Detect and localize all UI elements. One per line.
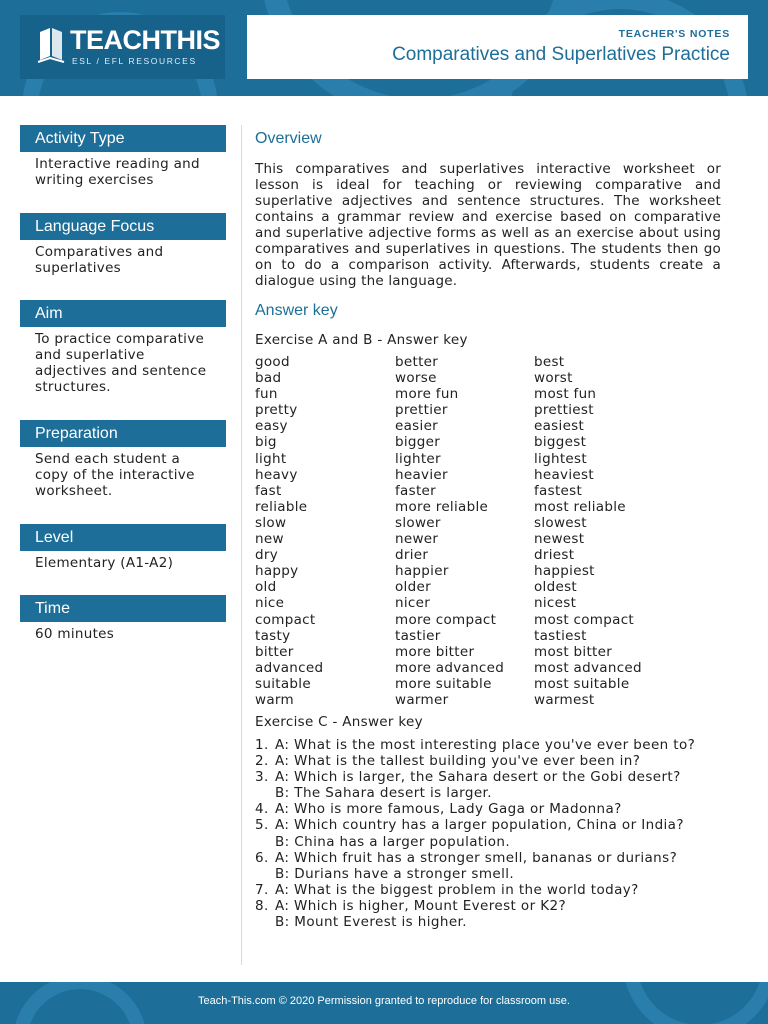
comparative-cell: worse [395, 370, 437, 387]
section-body: To practice comparative and superlative adjectives and sentence structures. [35, 331, 207, 395]
book-icon [36, 26, 66, 66]
superlative-cell: driest [534, 547, 575, 564]
aim-section [20, 300, 226, 395]
adjective-cell: good [255, 354, 290, 370]
section-heading: Language Focus [20, 213, 226, 240]
comparative-cell: drier [395, 547, 429, 564]
section-heading: Aim [20, 300, 226, 327]
comparative-cell: more fun [395, 386, 459, 403]
comparative-cell: better [395, 354, 439, 370]
adjective-cell: advanced [255, 659, 324, 676]
superlative-cell: newest [534, 531, 585, 548]
superlative-cell: most compact [534, 611, 635, 628]
comparative-cell: older [395, 579, 431, 596]
superlative-cell: most suitable [534, 675, 630, 692]
table-row [255, 612, 714, 628]
list-item [255, 801, 695, 817]
comparative-cell: easier [395, 418, 439, 435]
comparative-cell: newer [395, 531, 439, 548]
exercise-c-title: Exercise C - Answer key [255, 714, 423, 730]
superlative-cell: most advanced [534, 659, 642, 676]
question-a: A: Which is larger, the Sahara desert or the Gobi desert? [275, 769, 681, 786]
list-item [255, 850, 695, 866]
adjective-cell: fun [255, 386, 278, 403]
answer-key-title: Answer key [255, 302, 338, 319]
answer-b: B: China has a larger population. [275, 833, 511, 850]
section-heading: Activity Type [20, 125, 226, 152]
superlative-cell: fastest [534, 482, 583, 499]
adjective-cell: bitter [255, 643, 294, 660]
table-row [255, 531, 714, 547]
superlative-cell: biggest [534, 434, 587, 451]
adjective-cell: warm [255, 691, 294, 708]
logo-subtitle: ESL / EFL RESOURCES [72, 56, 197, 66]
question-number: 4. [255, 801, 269, 818]
adjective-cell: happy [255, 563, 299, 580]
superlative-cell: nicest [534, 595, 577, 612]
question-a: A: What is the biggest problem in the world today? [275, 881, 639, 898]
adjective-cell: light [255, 450, 287, 467]
adjective-cell: compact [255, 611, 316, 628]
question-number: 1. [255, 737, 269, 753]
adjective-cell: heavy [255, 466, 298, 483]
question-list [255, 737, 695, 930]
table-row [255, 499, 714, 515]
comparative-cell: slower [395, 514, 441, 531]
preparation-section [20, 420, 226, 499]
table-row [255, 644, 714, 660]
superlative-cell: happiest [534, 563, 595, 580]
section-body: 60 minutes [35, 626, 115, 642]
question-number: 7. [255, 881, 269, 898]
superlative-cell: easiest [534, 418, 585, 435]
table-row [255, 451, 714, 467]
logo-text: TEACHTHIS [70, 25, 220, 55]
table-row [255, 467, 714, 483]
time-section [20, 595, 226, 642]
table-row [255, 692, 714, 708]
column-divider [241, 125, 242, 965]
superlative-cell: warmest [534, 691, 595, 708]
adjective-cell: suitable [255, 675, 311, 692]
comparative-cell: prettier [395, 402, 448, 419]
list-item [255, 753, 695, 769]
comparative-cell: happier [395, 563, 449, 580]
activity-type-section [20, 125, 226, 188]
superlative-cell: most fun [534, 386, 597, 403]
table-row [255, 595, 714, 611]
section-heading: Level [20, 524, 226, 551]
comparative-cell: more suitable [395, 675, 492, 692]
table-row [255, 370, 714, 386]
adjective-cell: reliable [255, 498, 308, 515]
superlative-cell: lightest [534, 450, 587, 467]
question-a: A: Which is higher, Mount Everest or K2? [275, 897, 567, 914]
page-footer [0, 982, 768, 1024]
comparative-cell: more reliable [395, 498, 489, 515]
adjective-cell: nice [255, 595, 285, 612]
footer-text: Teach-This.com © 2020 Permission granted to reproduce for classroom use. [198, 995, 570, 1007]
table-row [255, 402, 714, 418]
comparative-cell: nicer [395, 595, 431, 612]
adjective-cell: bad [255, 370, 282, 387]
overview-text: This comparatives and superlatives interactive worksheet or lesson is ideal for teaching or reviewing comparative and superlative adjectives and sentence structures. The worksheet contains a grammar review and exercise based on comparative and superlative adjective forms as well as an exercise about using comparatives and superlatives in questions. The students then go on to do a comparison activity. Afterwards, students create a dialogue using the language. [255, 161, 721, 289]
logo[interactable] [20, 15, 225, 79]
comparative-cell: more compact [395, 611, 497, 628]
adjective-cell: big [255, 434, 277, 451]
page-title: Comparatives and Superlatives Practice [392, 44, 730, 65]
language-focus-section [20, 213, 226, 276]
question-number: 5. [255, 817, 269, 834]
table-row [255, 579, 714, 595]
comparative-cell: more advanced [395, 659, 505, 676]
list-item [255, 882, 695, 898]
table-row [255, 628, 714, 644]
question-a: A: Which fruit has a stronger smell, bananas or durians? [275, 849, 678, 866]
adjective-table [255, 354, 714, 708]
superlative-cell: most reliable [534, 498, 626, 515]
superlative-cell: prettiest [534, 402, 594, 419]
question-a: A: What is the tallest building you've ever been in? [275, 753, 641, 770]
section-heading: Time [20, 595, 226, 622]
adjective-cell: easy [255, 418, 288, 435]
notes-label: TEACHER'S NOTES [618, 28, 730, 40]
section-body: Elementary (A1-A2) [35, 555, 174, 571]
list-item [255, 737, 695, 753]
comparative-cell: faster [395, 482, 437, 499]
comparative-cell: heavier [395, 466, 448, 483]
section-body: Comparatives and superlatives [35, 244, 164, 276]
question-number: 3. [255, 769, 269, 786]
level-section [20, 524, 226, 571]
superlative-cell: heaviest [534, 466, 594, 483]
comparative-cell: bigger [395, 434, 441, 451]
adjective-cell: dry [255, 547, 279, 564]
table-row [255, 676, 714, 692]
exercise-ab-title: Exercise A and B - Answer key [255, 332, 468, 348]
comparative-cell: lighter [395, 450, 441, 467]
list-item [255, 898, 695, 914]
superlative-cell: oldest [534, 579, 578, 596]
list-item [255, 769, 695, 785]
superlative-cell: slowest [534, 514, 587, 531]
question-number: 8. [255, 897, 269, 914]
section-body: Interactive reading and writing exercises [35, 156, 200, 188]
superlative-cell: most bitter [534, 643, 613, 660]
adjective-cell: pretty [255, 402, 298, 419]
question-number: 2. [255, 753, 269, 770]
page-header [0, 0, 768, 96]
question-a: A: What is the most interesting place you've ever been to? [275, 737, 696, 753]
table-row [255, 386, 714, 402]
adjective-cell: fast [255, 482, 282, 499]
adjective-cell: old [255, 579, 277, 596]
comparative-cell: more bitter [395, 643, 475, 660]
answer-b: B: Durians have a stronger smell. [275, 865, 515, 882]
comparative-cell: warmer [395, 691, 449, 708]
table-row [255, 434, 714, 450]
list-item [255, 817, 695, 833]
answer-b: B: The Sahara desert is larger. [275, 785, 492, 802]
section-heading: Preparation [20, 420, 226, 447]
section-body: Send each student a copy of the interactive worksheet. [35, 451, 195, 499]
adjective-cell: tasty [255, 627, 291, 644]
table-row [255, 354, 714, 370]
superlative-cell: worst [534, 370, 573, 387]
table-row [255, 515, 714, 531]
question-a: A: Who is more famous, Lady Gaga or Madonna? [275, 801, 622, 818]
table-row [255, 418, 714, 434]
superlative-cell: tastiest [534, 627, 587, 644]
table-row [255, 563, 714, 579]
table-row [255, 660, 714, 676]
title-box [247, 15, 748, 79]
question-a: A: Which country has a larger population, China or India? [275, 817, 684, 834]
overview-title: Overview [255, 130, 322, 147]
adjective-cell: new [255, 531, 284, 548]
table-row [255, 547, 714, 563]
superlative-cell: best [534, 354, 565, 370]
adjective-cell: slow [255, 514, 287, 531]
question-number: 6. [255, 849, 269, 866]
answer-b: B: Mount Everest is higher. [275, 914, 467, 931]
comparative-cell: tastier [395, 627, 441, 644]
table-row [255, 483, 714, 499]
